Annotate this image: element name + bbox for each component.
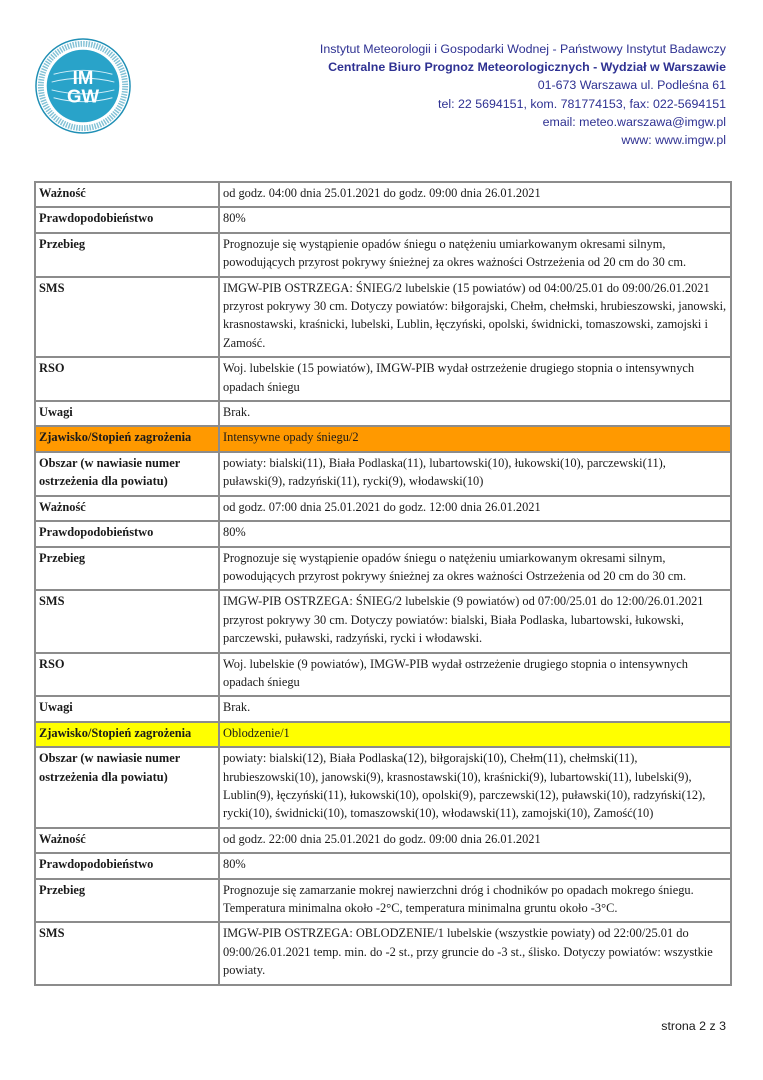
row-value: IMGW-PIB OSTRZEGA: OBLODZENIE/1 lubelskie (wszystkie powiaty) od 22:00/25.01 do 09:00/26.01.2021 temp. min. do -2 st., przy gruncie do -3 st., ślisko. Dotyczy powiatów: wszystkie powiaty. — [219, 922, 731, 984]
table-row — [35, 426, 731, 451]
row-value: 80% — [219, 521, 731, 546]
row-label: Zjawisko/Stopień zagrożenia — [35, 426, 219, 451]
table-row — [35, 828, 731, 853]
row-value: IMGW-PIB OSTRZEGA: ŚNIEG/2 lubelskie (9 powiatów) od 07:00/25.01 do 12:00/26.01.2021 przyrost pokrywy 30 cm. Dotyczy powiatów: bialski, Biała Podlaska, lubartowski, łukowski, parczewski, puławski, radzyński, rycki i włodawski. — [219, 590, 731, 652]
row-value: Brak. — [219, 401, 731, 426]
row-value: Prognozuje się wystąpienie opadów śniegu o natężeniu umiarkowanym okresami silnym, powodujących przyrost pokrywy śnieżnej za okres ważności Ostrzeżenia od 20 cm do 30 cm. — [219, 233, 731, 277]
table-row — [35, 452, 731, 496]
row-value: od godz. 22:00 dnia 25.01.2021 do godz. 09:00 dnia 26.01.2021 — [219, 828, 731, 853]
institute-name: Instytut Meteorologii i Gospodarki Wodnej - Państwowy Instytut Badawczy — [319, 42, 726, 56]
row-value: Woj. lubelskie (15 powiatów), IMGW-PIB wydał ostrzeżenie drugiego stopnia o intensywnych opadach śniegu — [219, 357, 731, 401]
institute-header — [320, 40, 726, 149]
row-value: Woj. lubelskie (9 powiatów), IMGW-PIB wydał ostrzeżenie drugiego stopnia o intensywnych opadach śniegu — [219, 653, 731, 697]
row-value: 80% — [219, 853, 731, 878]
svg-text:IM: IM — [72, 67, 94, 89]
warnings-table — [34, 181, 732, 986]
row-label: Przebieg — [35, 547, 219, 591]
row-value: 80% — [219, 207, 731, 232]
row-value: powiaty: bialski(11), Biała Podlaska(11), lubartowski(10), łukowski(10), parczewski(11), puławski(9), radzyński(11), rycki(9), włodawski(10) — [219, 452, 731, 496]
row-label: Uwagi — [35, 696, 219, 721]
table-row — [35, 879, 731, 923]
row-value: Prognozuje się zamarzanie mokrej nawierzchni dróg i chodników po opadach mokrego śniegu. Temperatura minimalna około -2°C, temperatura minimalna gruntu około -3°C. — [219, 879, 731, 923]
row-value: Intensywne opady śniegu/2 — [219, 426, 731, 451]
row-label: Ważność — [35, 828, 219, 853]
row-label: Prawdopodobieństwo — [35, 853, 219, 878]
row-label: Zjawisko/Stopień zagrożenia — [35, 722, 219, 747]
table-row — [35, 496, 731, 521]
address: 01-673 Warszawa ul. Podleśna 61 — [537, 78, 726, 93]
row-value: od godz. 04:00 dnia 25.01.2021 do godz. 09:00 dnia 26.01.2021 — [219, 182, 731, 207]
imgw-logo — [34, 37, 132, 135]
table-row — [35, 653, 731, 697]
phone-line: tel: 22 5694151, kom. 781774153, fax: 022-5694151 — [438, 96, 726, 111]
table-row — [35, 747, 731, 828]
row-label: Uwagi — [35, 401, 219, 426]
bureau-name: Centralne Biuro Prognoz Meteorologicznych - Wydział w Warszawie — [328, 60, 726, 75]
table-row — [35, 922, 731, 984]
row-label: SMS — [35, 277, 219, 358]
table-row — [35, 696, 731, 721]
table-row — [35, 521, 731, 546]
email-line: email: meteo.warszawa@imgw.pl — [542, 114, 726, 129]
row-label: Prawdopodobieństwo — [35, 207, 219, 232]
table-row — [35, 182, 731, 207]
table-row — [35, 547, 731, 591]
row-label: Ważność — [35, 182, 219, 207]
row-label: Obszar (w nawiasie numer ostrzeżenia dla powiatu) — [35, 747, 219, 828]
table-row — [35, 233, 731, 277]
table-row — [35, 357, 731, 401]
row-label: RSO — [35, 357, 219, 401]
row-value: Oblodzenie/1 — [219, 722, 731, 747]
svg-text:GW: GW — [66, 85, 100, 107]
row-label: RSO — [35, 653, 219, 697]
table-row — [35, 401, 731, 426]
row-label: Ważność — [35, 496, 219, 521]
page-number: strona 2 z 3 — [661, 1019, 726, 1033]
row-label: Prawdopodobieństwo — [35, 521, 219, 546]
table-row — [35, 722, 731, 747]
table-row — [35, 277, 731, 358]
row-label: Przebieg — [35, 233, 219, 277]
table-row — [35, 853, 731, 878]
row-value: od godz. 07:00 dnia 25.01.2021 do godz. 12:00 dnia 26.01.2021 — [219, 496, 731, 521]
row-label: SMS — [35, 922, 219, 984]
row-value: powiaty: bialski(12), Biała Podlaska(12), biłgorajski(10), Chełm(11), chełmski(11), hrubieszowski(10), janowski(9), krasnostawski(10), kraśnicki(9), lubartowski(11), lubelski(9), Lublin(9), łęczyński(11), łukowski(10), opolski(9), parczewski(12), puławski(10), radzyński(12), rycki(10), świdnicki(10), tomaszowski(10), włodawski(11), zamojski(10), Zamość(10) — [219, 747, 731, 828]
row-label: Przebieg — [35, 879, 219, 923]
row-label: SMS — [35, 590, 219, 652]
row-value: Prognozuje się wystąpienie opadów śniegu o natężeniu umiarkowanym okresami silnym, powodujących przyrost pokrywy śnieżnej za okres ważności Ostrzeżenia od 20 cm do 30 cm. — [219, 547, 731, 591]
row-label: Obszar (w nawiasie numer ostrzeżenia dla powiatu) — [35, 452, 219, 496]
row-value: IMGW-PIB OSTRZEGA: ŚNIEG/2 lubelskie (15 powiatów) od 04:00/25.01 do 09:00/26.01.2021 przyrost pokrywy 30 cm. Dotyczy powiatów: biłgorajski, Chełm, chełmski, hrubieszowski, janowski, krasnostawski, kraśnicki, lubelski, Lublin, łęczyński, opolski, świdnicki, tomaszowski, zamojski i Zamość. — [219, 277, 731, 358]
table-row — [35, 207, 731, 232]
row-value: Brak. — [219, 696, 731, 721]
table-row — [35, 590, 731, 652]
website-line: www: www.imgw.pl — [621, 133, 726, 148]
